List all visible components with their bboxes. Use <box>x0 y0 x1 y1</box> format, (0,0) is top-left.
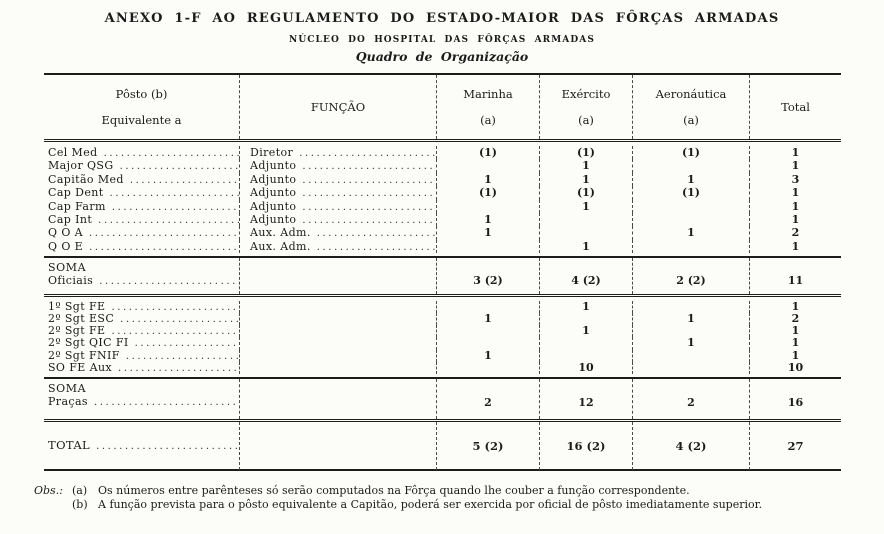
posto-cell <box>44 226 240 239</box>
header-marinha-label: Marinha <box>463 87 513 101</box>
grand-total-label: TOTAL <box>48 437 91 452</box>
footnote-text: A função prevista para o pôsto equivalente a Capitão, poderá ser exercida por oficial de pôsto imediatamente superior. <box>98 497 763 511</box>
header-aeronautica <box>633 75 750 139</box>
dotted-leader <box>302 173 436 186</box>
dotted-leader <box>302 186 436 199</box>
dotted-leader <box>111 301 239 313</box>
total-value: 1 <box>791 239 800 253</box>
dotted-leader <box>130 173 239 186</box>
funcao-label: Diretor <box>250 146 294 159</box>
footnotes <box>34 484 884 512</box>
dotted-leader <box>299 146 436 159</box>
posto-label: 2º Sgt QIC FI <box>48 337 129 350</box>
posto-label: Q O E <box>48 239 84 253</box>
dotted-leader <box>112 200 239 213</box>
marinha-value: 1 <box>437 173 540 186</box>
soma-label-cell <box>44 379 240 419</box>
marinha-value: (1) <box>437 186 540 199</box>
posto-cell <box>44 213 240 226</box>
posto-label: Q O A <box>48 226 83 240</box>
document-subtitle: NÚCLEO DO HOSPITAL DAS FÔRÇAS ARMADAS <box>289 35 595 45</box>
footnote-mark: (b) <box>72 497 88 511</box>
header-posto-line1: Pôsto (b) <box>115 87 168 101</box>
posto-cell <box>44 173 240 186</box>
funcao-cell <box>240 146 437 159</box>
aeronautica-value: 2 <box>633 379 750 419</box>
exercito-value: 10 <box>540 362 633 374</box>
posto-cell <box>44 350 240 362</box>
funcao-cell <box>240 186 437 199</box>
aeronautica-value <box>633 213 750 226</box>
funcao-cell <box>240 325 437 337</box>
posto-label: 1º Sgt FE <box>48 301 106 314</box>
table-row <box>44 362 841 374</box>
exercito-value: (1) <box>540 146 633 159</box>
dotted-leader <box>89 226 239 239</box>
marinha-value <box>437 362 540 374</box>
marinha-value <box>437 337 540 349</box>
funcao-cell <box>240 226 437 239</box>
obs-label: Obs.: <box>34 483 63 497</box>
dotted-leader <box>302 213 436 226</box>
funcao-label: Adjunto <box>250 199 297 213</box>
total-value: 1 <box>791 159 800 173</box>
header-posto-line2: Equivalente a <box>101 113 182 127</box>
header-funcao-label: FUNÇÃO <box>310 100 366 114</box>
soma-oficiais-label: Oficiais ..... <box>44 274 239 288</box>
exercito-value: 16 (2) <box>540 422 633 470</box>
dotted-leader <box>120 159 239 172</box>
soma-pracas-label: Praças ..... <box>44 395 239 409</box>
total-value: 1 <box>791 186 800 200</box>
table-row <box>44 146 841 159</box>
marinha-value: 1 <box>437 350 540 362</box>
exercito-value: 1 <box>540 301 633 313</box>
posto-cell <box>44 313 240 325</box>
header-exercito <box>540 75 633 139</box>
table-row <box>44 350 841 362</box>
posto-label: 2º Sgt ESC <box>48 313 115 326</box>
soma-title: SOMA <box>48 261 87 275</box>
dotted-leader <box>126 350 239 362</box>
posto-cell <box>44 200 240 213</box>
funcao-cell <box>240 337 437 349</box>
marinha-value: 3 (2) <box>437 258 540 294</box>
table-caption: Quadro de Organização <box>355 49 529 64</box>
funcao-cell <box>240 422 437 470</box>
grand-total-label-cell <box>44 422 240 470</box>
aeronautica-value: 1 <box>633 313 750 325</box>
header-marinha <box>437 75 540 139</box>
dotted-leader <box>104 146 239 159</box>
header-total-label: Total <box>781 100 810 114</box>
total-value: 1 <box>791 146 800 159</box>
marinha-value: 2 <box>437 379 540 419</box>
exercito-value: 12 <box>540 379 633 419</box>
header-aeronautica-label: Aeronáutica <box>655 87 727 101</box>
funcao-label: Adjunto <box>250 212 297 226</box>
footnote-mark: (a) <box>72 483 88 497</box>
dotted-leader <box>96 422 239 470</box>
soma-oficiais-row <box>44 256 841 297</box>
exercito-value <box>540 213 633 226</box>
exercito-value: 1 <box>540 200 633 213</box>
posto-label: Cap Farm <box>48 199 106 213</box>
posto-cell <box>44 159 240 172</box>
aeronautica-value: 1 <box>633 173 750 186</box>
posto-label: Cap Dent <box>48 186 104 200</box>
total-value: 2 <box>791 226 800 240</box>
aeronautica-value: 1 <box>633 337 750 349</box>
marinha-value <box>437 325 540 337</box>
funcao-label: Adjunto <box>250 186 297 200</box>
total-value: 11 <box>787 273 804 287</box>
funcao-cell <box>240 213 437 226</box>
dotted-leader <box>94 395 239 409</box>
dotted-leader <box>317 240 436 253</box>
funcao-label: Aux. Adm. <box>250 226 311 240</box>
posto-cell <box>44 146 240 159</box>
exercito-value <box>540 350 633 362</box>
soma-label-cell <box>44 258 240 294</box>
marinha-value <box>437 159 540 172</box>
posto-cell <box>44 186 240 199</box>
dotted-leader <box>99 274 239 288</box>
exercito-value: 1 <box>540 240 633 253</box>
funcao-label: Aux. Adm. <box>250 239 311 253</box>
table-row <box>44 313 841 325</box>
footnote-list <box>72 484 762 512</box>
posto-cell <box>44 337 240 349</box>
marinha-value <box>437 240 540 253</box>
total-value: 1 <box>791 348 800 362</box>
total-value: 3 <box>791 172 800 186</box>
posto-cell <box>44 240 240 253</box>
funcao-cell <box>240 379 437 419</box>
posto-cell <box>44 301 240 313</box>
table-row <box>44 186 841 199</box>
marinha-value: (1) <box>437 146 540 159</box>
marinha-value: 5 (2) <box>437 422 540 470</box>
officers-section <box>44 142 841 256</box>
header-note-a: (a) <box>578 113 594 127</box>
document-header <box>0 0 884 64</box>
header-note-a: (a) <box>480 113 496 127</box>
table-row <box>44 200 841 213</box>
exercito-value: 1 <box>540 325 633 337</box>
aeronautica-value <box>633 240 750 253</box>
document-title: ANEXO 1-F AO REGULAMENTO DO ESTADO-MAIOR DAS FÔRÇAS ARMADAS <box>104 11 780 26</box>
table-row <box>44 159 841 172</box>
total-value: 1 <box>791 212 800 226</box>
soma-title: SOMA <box>48 381 87 395</box>
dotted-leader <box>317 226 436 239</box>
total-value: 1 <box>791 300 800 314</box>
funcao-cell <box>240 200 437 213</box>
dotted-leader <box>302 200 436 213</box>
table-row <box>44 173 841 186</box>
marinha-value <box>437 200 540 213</box>
aeronautica-value: 2 (2) <box>633 258 750 294</box>
footnote-b <box>72 498 762 512</box>
organization-table <box>44 73 841 471</box>
total-value: 1 <box>791 324 800 338</box>
dotted-leader <box>98 213 239 226</box>
header-note-a: (a) <box>683 113 699 127</box>
table-row <box>44 213 841 226</box>
exercito-value <box>540 337 633 349</box>
table-row <box>44 337 841 349</box>
table-header-row <box>44 73 841 142</box>
footnote-a <box>72 484 762 498</box>
footnote-text: Os números entre parênteses só serão computados na Fôrça quando lhe couber a função correspondente. <box>98 483 690 497</box>
dotted-leader <box>110 186 239 199</box>
funcao-cell <box>240 258 437 294</box>
dotted-leader <box>135 337 239 349</box>
total-value: 1 <box>791 336 800 350</box>
header-exercito-label: Exército <box>561 87 611 101</box>
exercito-value: 1 <box>540 159 633 172</box>
funcao-cell <box>240 240 437 253</box>
funcao-label: Adjunto <box>250 172 297 186</box>
total-value: 1 <box>791 199 800 213</box>
grand-total-row <box>44 422 841 471</box>
dotted-leader <box>118 362 239 374</box>
exercito-value: 1 <box>540 173 633 186</box>
posto-label: Major QSG <box>48 159 114 173</box>
funcao-cell <box>240 173 437 186</box>
total-value: 10 <box>787 360 804 374</box>
soma-pracas-row <box>44 377 841 422</box>
posto-cell <box>44 325 240 337</box>
table-row <box>44 240 841 253</box>
aeronautica-value <box>633 159 750 172</box>
exercito-value <box>540 226 633 239</box>
posto-label: Cel Med <box>48 146 98 159</box>
exercito-value: (1) <box>540 186 633 199</box>
posto-cell <box>44 362 240 374</box>
enlisted-section <box>44 297 841 377</box>
dotted-leader <box>302 159 436 172</box>
dotted-leader <box>111 325 239 337</box>
funcao-label: Adjunto <box>250 159 297 173</box>
marinha-value: 1 <box>437 226 540 239</box>
total-value: 27 <box>787 438 804 453</box>
header-total <box>750 75 841 139</box>
posto-label: Capitão Med <box>48 172 124 186</box>
exercito-value: 4 (2) <box>540 258 633 294</box>
posto-label: SO FE Aux <box>48 361 113 374</box>
aeronautica-value: 1 <box>633 226 750 239</box>
aeronautica-value: (1) <box>633 146 750 159</box>
aeronautica-value <box>633 200 750 213</box>
posto-label: Cap Int <box>48 212 93 226</box>
posto-label: 2º Sgt FNIF <box>48 349 120 362</box>
aeronautica-value: 4 (2) <box>633 422 750 470</box>
funcao-cell <box>240 301 437 313</box>
table-row <box>44 301 841 313</box>
dotted-leader <box>89 240 239 253</box>
dotted-leader <box>120 313 239 325</box>
table-row <box>44 226 841 239</box>
funcao-cell <box>240 313 437 325</box>
funcao-cell <box>240 350 437 362</box>
marinha-value: 1 <box>437 313 540 325</box>
aeronautica-value <box>633 362 750 374</box>
funcao-cell <box>240 159 437 172</box>
aeronautica-value: (1) <box>633 186 750 199</box>
total-value: 16 <box>787 396 804 410</box>
marinha-value: 1 <box>437 213 540 226</box>
table-row <box>44 325 841 337</box>
total-value: 2 <box>791 312 800 326</box>
funcao-cell <box>240 362 437 374</box>
header-posto <box>44 75 240 139</box>
posto-label: 2º Sgt FE <box>48 325 106 338</box>
aeronautica-value <box>633 350 750 362</box>
header-funcao <box>240 75 437 139</box>
